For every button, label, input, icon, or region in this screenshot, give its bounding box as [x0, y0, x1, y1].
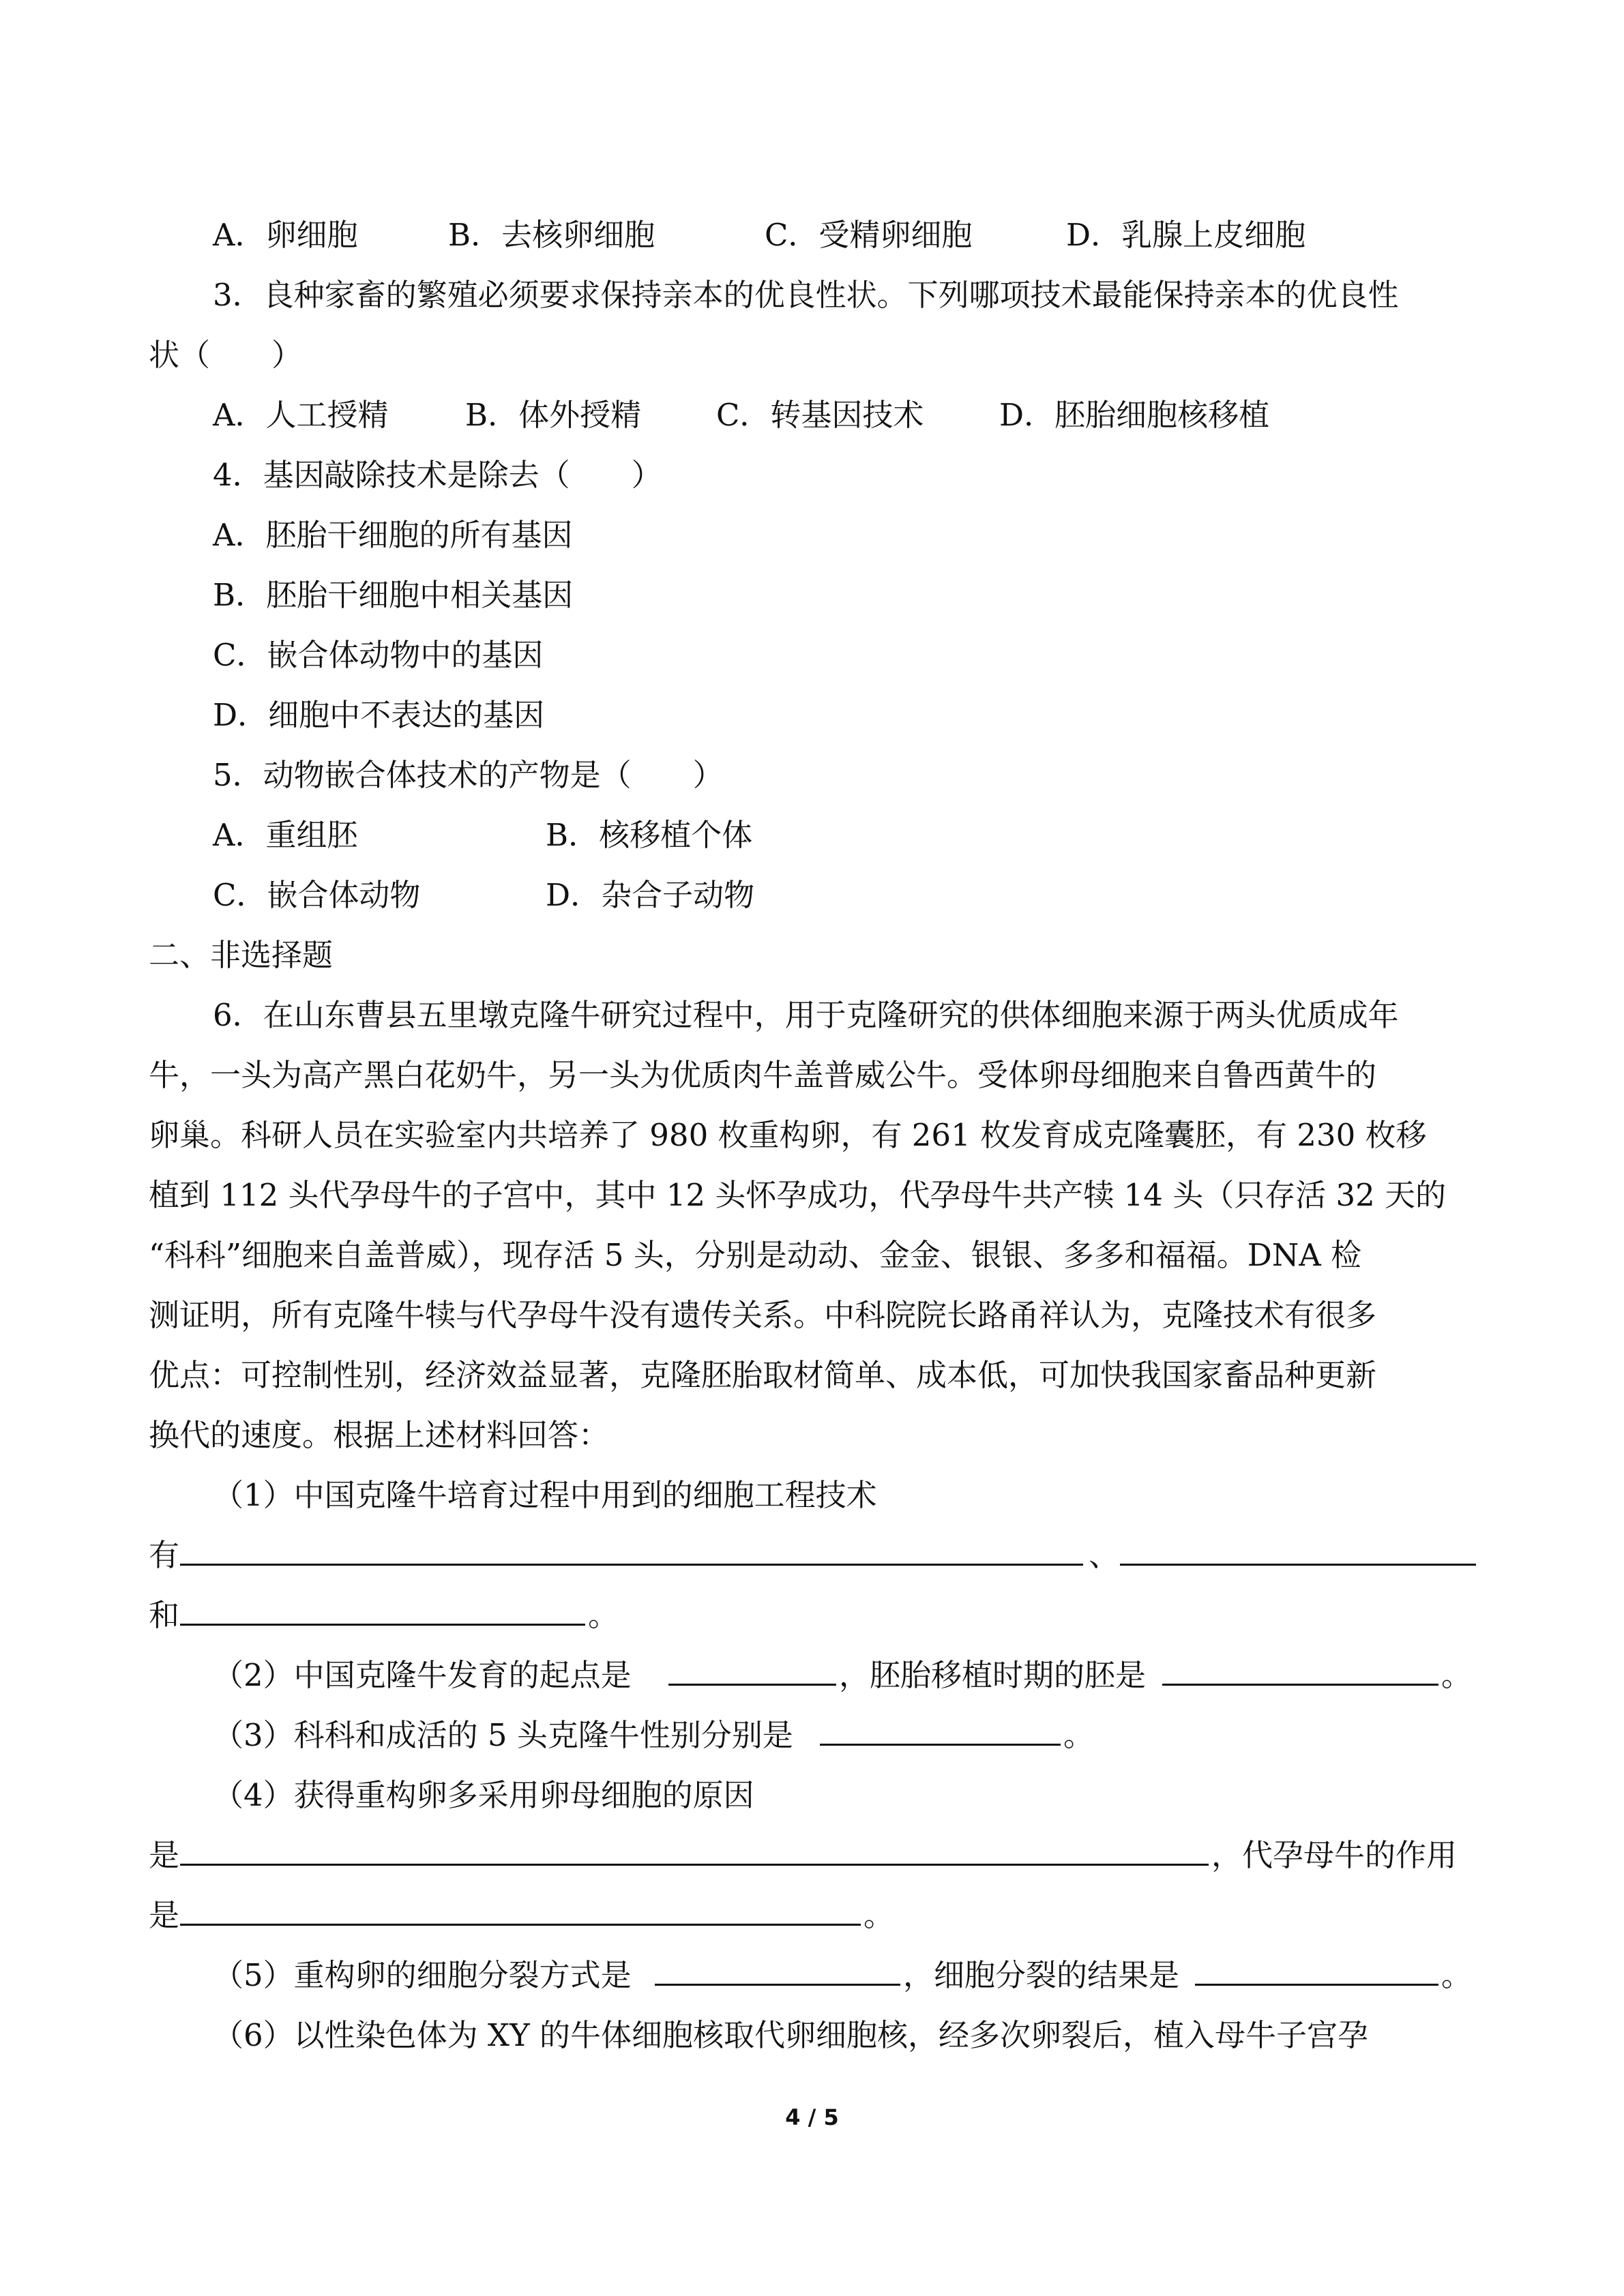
q6-sub2-blank-2[interactable] [1162, 1648, 1438, 1686]
q6-sub2-text-b: ，胚胎移植时期的胚是 [839, 1657, 1147, 1693]
q3-stem-line2: 状（ ） [149, 337, 303, 373]
q3-stem-line1: 3．良种家畜的繁殖必须要求保持亲本的优良性状。下列哪项技术最能保持亲本的优良性 [213, 277, 1399, 313]
q6-sub6-text: （6）以性染色体为 XY 的牛体细胞核取代卵细胞核，经多次卵裂后，植入母牛子宫孕 [213, 2017, 1368, 2053]
q6-sub4-prompt: （4）获得重构卵多采用卵母细胞的原因 [213, 1777, 754, 1813]
q6-sub5-blank-1[interactable] [655, 1948, 900, 1986]
q4-option-b: B．胚胎干细胞中相关基因 [213, 577, 574, 613]
q4-stem: 4．基因敲除技术是除去（ ） [213, 457, 662, 493]
q2-option-b: B．去核卵细胞 [448, 217, 655, 253]
q6-sub1-answer-row2 [0, 1588, 1624, 1643]
q6-sub2-blank-1[interactable] [668, 1648, 836, 1686]
q6-passage-line: “科科”细胞来自盖普威），现存活 5 头，分别是动动、金金、银银、多多和福福。DNA 检 [149, 1237, 1362, 1273]
q6-sub5-end: 。 [1441, 1957, 1473, 1993]
q5-options-row1 [0, 808, 1624, 863]
q6-sub1-and: 和 [149, 1597, 180, 1633]
q6-sub1-blank-2[interactable] [1120, 1528, 1476, 1566]
q6-sub4-text-mid: ，代孕母牛的作用 [1211, 1837, 1458, 1873]
q3-option-a: A．人工授精 [213, 397, 389, 433]
q4-option-a: A．胚胎干细胞的所有基因 [213, 517, 573, 553]
q6-sub3-end: 。 [1063, 1717, 1095, 1753]
q6-passage-line: 优点：可控制性别，经济效益显著，克隆胚胎取材简单、成本低，可加快我国家畜品种更新 [149, 1357, 1377, 1393]
q6-sub1-blank-1[interactable] [180, 1528, 1083, 1566]
q6-passage-line: 测证明，所有克隆牛犊与代孕母牛没有遗传关系。中科院院长路甬祥认为，克隆技术有很多 [149, 1297, 1377, 1333]
q3-options [0, 388, 1624, 443]
section-title: 二、非选择题 [149, 937, 334, 973]
q2-options [0, 208, 1624, 263]
q6-sub1-prompt: （1）中国克隆牛培育过程中用到的细胞工程技术 [213, 1477, 877, 1513]
q6-sub1-blank-3[interactable] [180, 1588, 585, 1626]
q6-sub4-blank-1[interactable] [180, 1828, 1209, 1866]
q6-sub4-answer-row [0, 1828, 1624, 1883]
q6-sub4-prefix: 是 [149, 1837, 180, 1873]
q6-sub1-answer-row [0, 1528, 1624, 1583]
q5-option-d: D．杂合子动物 [546, 877, 755, 913]
q6-sub2-end: 。 [1441, 1657, 1473, 1693]
q6-sub3-row [0, 1708, 1624, 1763]
q3-option-b: B．体外授精 [465, 397, 642, 433]
q6-sub5-row [0, 1948, 1624, 2003]
q6-sub3-blank[interactable] [820, 1708, 1061, 1746]
q6-sub4-answer-row2 [0, 1888, 1624, 1943]
q6-sub5-text-a: （5）重构卵的细胞分裂方式是 [213, 1957, 632, 1993]
q5-stem: 5．动物嵌合体技术的产物是（ ） [213, 757, 724, 793]
q6-passage-line: 6．在山东曹县五里墩克隆牛研究过程中，用于克隆研究的供体细胞来源于两头优质成年 [213, 997, 1399, 1033]
q5-options-row2 [0, 868, 1624, 923]
q6-passage-line: 牛，一头为高产黑白花奶牛，另一头为优质肉牛盖普威公牛。受体卵母细胞来自鲁西黄牛的 [149, 1057, 1377, 1093]
q5-option-c: C．嵌合体动物 [213, 877, 421, 913]
q3-option-c: C．转基因技术 [716, 397, 924, 433]
q6-passage-line: 植到 112 头代孕母牛的子宫中，其中 12 头怀孕成功，代孕母牛共产犊 14 头（只存活 32 天的 [149, 1177, 1447, 1213]
q2-option-c: C．受精卵细胞 [765, 217, 973, 253]
q6-sub1-separator: 、 [1089, 1537, 1120, 1573]
page-number: 4 / 5 [785, 2104, 839, 2130]
q4-option-c: C．嵌合体动物中的基因 [213, 637, 544, 673]
q6-sub4-prefix2: 是 [149, 1897, 180, 1933]
q3-option-d: D．胚胎细胞核移植 [999, 397, 1270, 433]
q4-option-d: D．细胞中不表达的基因 [213, 697, 545, 733]
q6-passage-line: 换代的速度。根据上述材料回答： [149, 1417, 610, 1453]
q6-sub3-text: （3）科科和成活的 5 头克隆牛性别分别是 [213, 1717, 793, 1753]
q2-option-a: A．卵细胞 [213, 217, 358, 253]
q6-sub5-text-b: ，细胞分裂的结果是 [903, 1957, 1180, 1993]
q6-sub2-row [0, 1648, 1624, 1703]
q6-sub1-prefix: 有 [149, 1537, 180, 1573]
q2-option-d: D．乳腺上皮细胞 [1066, 217, 1306, 253]
q6-sub2-text-a: （2）中国克隆牛发育的起点是 [213, 1657, 632, 1693]
q6-sub4-blank-2[interactable] [180, 1888, 861, 1926]
q5-option-a: A．重组胚 [213, 817, 358, 853]
q5-option-b: B．核移植个体 [546, 817, 753, 853]
q6-passage-line: 卵巢。科研人员在实验室内共培养了 980 枚重构卵，有 261 枚发育成克隆囊胚，有 230 枚移 [149, 1117, 1427, 1153]
q6-sub5-blank-2[interactable] [1195, 1948, 1438, 1986]
q6-sub4-end: 。 [863, 1897, 895, 1933]
q6-sub1-end: 。 [588, 1597, 619, 1633]
